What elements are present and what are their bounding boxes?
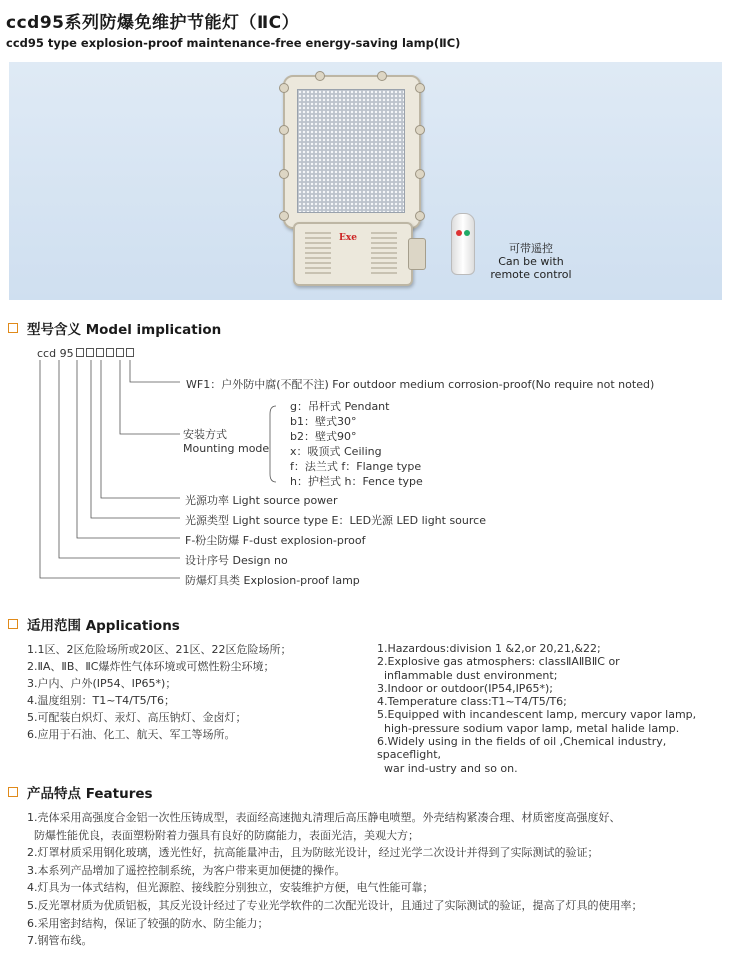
list-item: 3.户内、户外(IP54、IP65*)； — [27, 677, 177, 690]
list-item: 1.壳体采用高强度合金铝一次性压铸成型，表面经高速抛丸清理后高压静电喷塑。外壳结构紧凑合理、材质密度高强度好、 — [27, 811, 621, 824]
mounting-option: x：吸顶式 Ceiling — [290, 445, 382, 458]
bullet-square-icon — [8, 619, 18, 629]
remote-label-en-2: remote control — [490, 268, 572, 281]
ex-mark: Exe — [339, 233, 357, 243]
model-dust: F-粉尘防爆 F-dust explosion-proof — [185, 534, 366, 547]
page-title: ccd95系列防爆免维护节能灯（ⅡC） — [6, 13, 300, 33]
model-design: 设计序号 Design no — [185, 554, 288, 567]
model-wf1: WF1：户外防中腐(不配不注) For outdoor medium corrosion-proof(No require not noted) — [186, 378, 655, 391]
model-lamp: 防爆灯具类 Explosion-proof lamp — [185, 574, 360, 587]
model-code: ccd 95 — [37, 347, 134, 360]
list-item: 6.Widely using in the fields of oil ,Chemical industry, spaceflight, — [377, 735, 667, 762]
list-item: 4.灯具为一体式结构，但光源腔、接线腔分别独立，安装维护方便，电气性能可靠； — [27, 881, 434, 895]
list-item: 4.温度组别：T1~T4/T5/T6； — [27, 694, 175, 707]
list-item: high-pressure sodium vapor lamp, metal halide lamp. — [377, 721, 680, 735]
mounting-mode-label: 安装方式 Mounting mode — [183, 428, 270, 455]
applications-en-list — [377, 642, 722, 775]
list-item: 2.Explosive gas atmosphers: classⅡAⅡBⅡC or — [377, 655, 620, 669]
bullet-square-icon — [8, 787, 18, 797]
list-item: inflammable dust environment; — [377, 668, 558, 682]
remote-label-en-1: Can be with — [498, 255, 564, 268]
list-item: 1.Hazardous:division 1 &2,or 20,21,&22; — [377, 642, 601, 655]
model-section-heading: 型号含义 Model implication — [8, 318, 221, 338]
model-power: 光源功率 Light source power — [185, 494, 338, 507]
model-source-type: 光源类型 Light source type E：LED光源 LED light source — [185, 514, 486, 527]
list-item: 6.应用于石油、化工、航天、军工等场所。 — [27, 728, 236, 741]
list-item: 防爆性能优良，表面塑粉附着力强具有良好的防腐能力，表面光洁，美观大方； — [27, 828, 419, 842]
mounting-option: b2：壁式90° — [290, 430, 357, 443]
mounting-option: h：护栏式 h：Fence type — [290, 475, 423, 488]
remote-label-cn: 可带遥控 — [509, 242, 553, 255]
applications-heading: 适用范围 Applications — [8, 614, 180, 634]
list-item: 7.钢管布线。 — [27, 934, 93, 948]
mounting-option: g：吊杆式 Pendant — [290, 400, 390, 413]
features-list — [27, 809, 727, 950]
list-item: war ind-ustry and so on. — [377, 761, 518, 775]
mounting-option: b1：壁式30° — [290, 415, 357, 428]
list-item: 2.ⅡA、ⅡB、ⅡC爆炸性气体环境或可燃性粉尘环境； — [27, 660, 275, 673]
applications-cn-list — [27, 641, 291, 743]
list-item: 5.可配装白炽灯、汞灯、高压钠灯、金卤灯； — [27, 711, 247, 724]
mounting-option: f：法兰式 f：Flange type — [290, 460, 422, 473]
list-item: 4.Temperature class:T1~T4/T5/T6; — [377, 695, 567, 709]
mounting-options-list — [290, 399, 423, 489]
list-item: 2.灯罩材质采用钢化玻璃，透光性好，抗高能量冲击，且为防眩光设计，经过光学二次设计并得到了实际测试的验证； — [27, 846, 599, 860]
list-item: 3.Indoor or outdoor(IP54,IP65*); — [377, 681, 553, 695]
list-item: 3.本系列产品增加了遥控控制系统，为客户带来更加便捷的操作。 — [27, 863, 346, 877]
page-subtitle: ccd95 type explosion-proof maintenance-free energy-saving lamp(ⅡC) — [6, 36, 461, 50]
list-item: 5.反光罩材质为优质铝板，其反光设计经过了专业光学软件的二次配光设计，且通过了实际测试的验证，提高了灯具的使用率； — [27, 898, 643, 912]
list-item: 6.采用密封结构，保证了较强的防水、防尘能力； — [27, 916, 269, 930]
list-item: 5.Equipped with incandescent lamp, mercury vapor lamp, — [377, 708, 697, 722]
features-heading: 产品特点 Features — [8, 782, 153, 802]
list-item: 1.1区、2区危险场所或20区、21区、22区危险场所； — [27, 643, 292, 656]
